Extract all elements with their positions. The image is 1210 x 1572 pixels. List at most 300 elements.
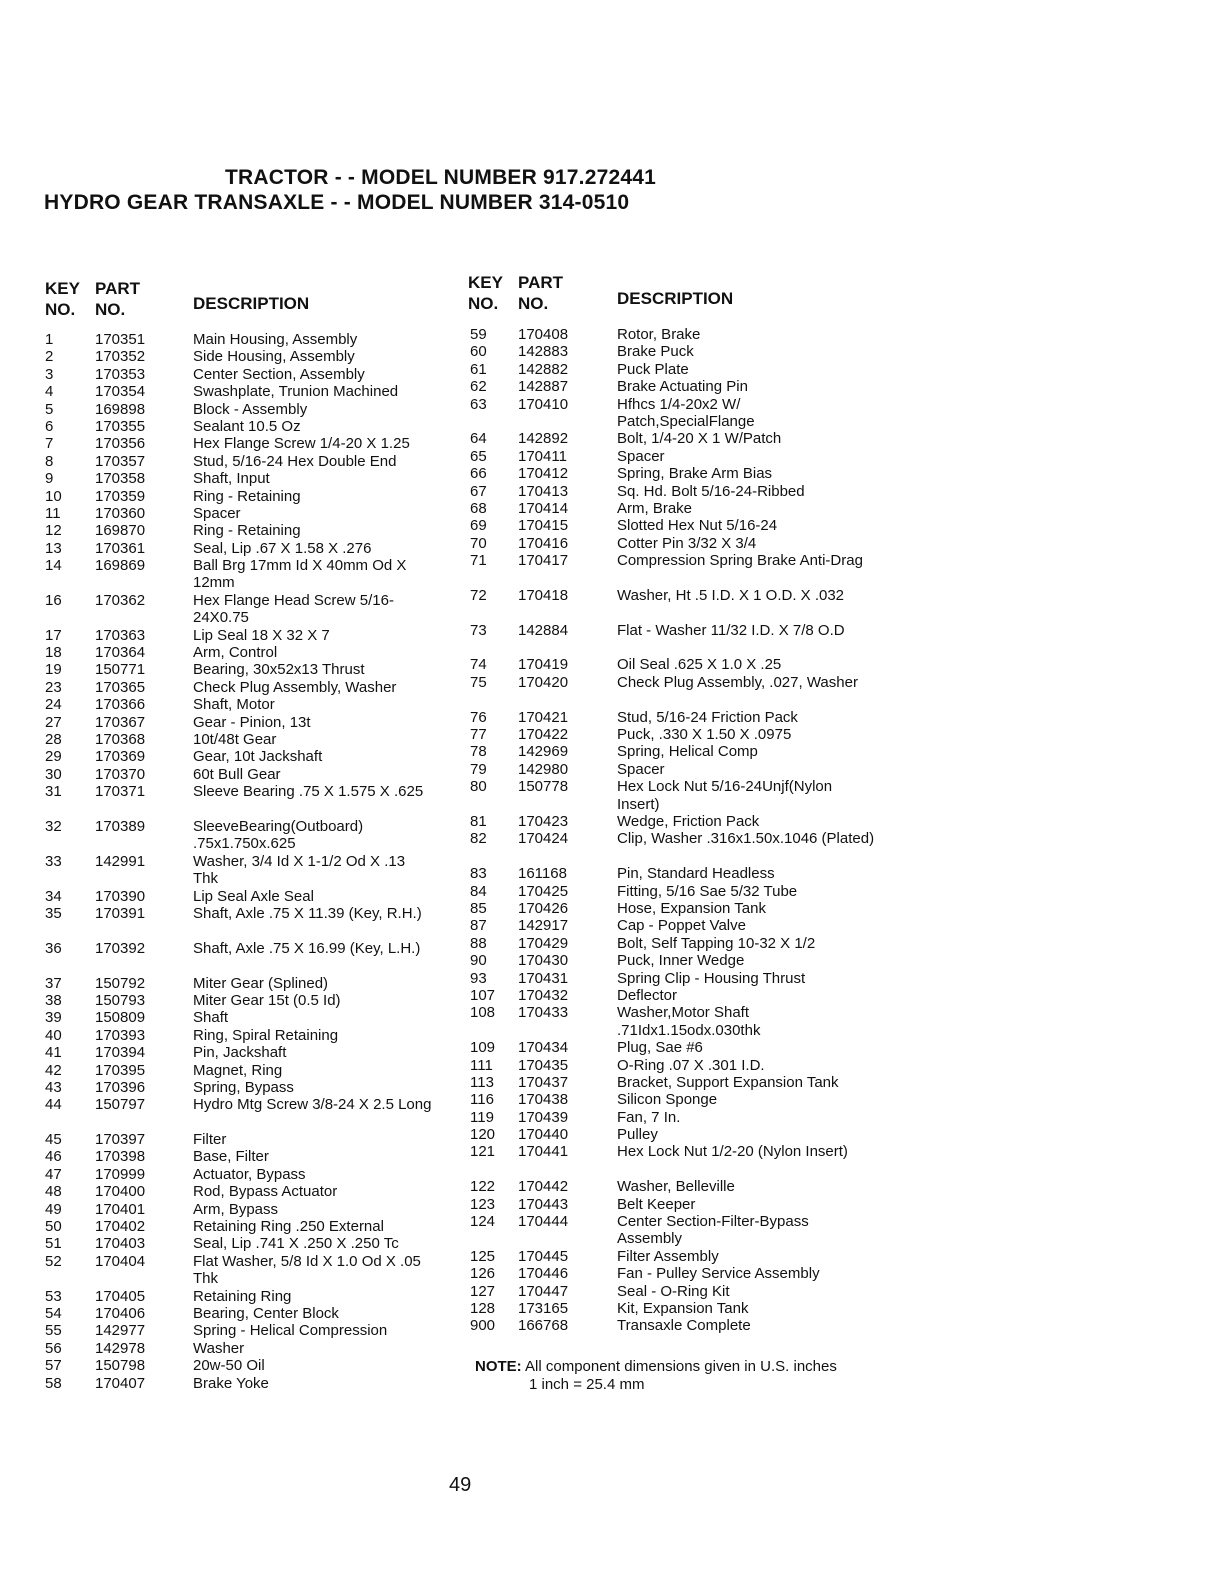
description: Rod, Bypass Actuator [193,1183,338,1201]
description: Shaft, Input [193,470,270,488]
part-no: 170392 [95,939,146,957]
parts-row [470,622,890,657]
parts-row [45,1009,445,1026]
parts-row [45,522,445,539]
description: 10t/48t Gear [193,731,277,749]
part-no: 170430 [518,952,569,970]
parts-row [45,1201,445,1218]
parts-row [45,401,445,418]
part-no: 170439 [518,1108,569,1126]
parts-row [470,830,890,865]
key-no: 123 [470,1195,496,1213]
parts-row [45,557,445,592]
parts-row [45,748,445,765]
part-no: 170370 [95,765,146,783]
parts-row [45,1218,445,1235]
description: Spring, Bypass [193,1078,294,1096]
part-no: 169869 [95,557,146,575]
parts-row [470,1074,890,1091]
description: Ball Brg 17mm Id X 40mm Od X 12mm [193,557,407,592]
part-no: 170400 [95,1183,146,1201]
description: Bracket, Support Expansion Tank [617,1073,839,1091]
parts-row [45,1340,445,1357]
parts-row [470,326,890,343]
description: Deflector [617,986,678,1004]
parts-row [470,813,890,830]
part-no: 170353 [95,365,146,383]
parts-row [45,1183,445,1200]
description: Retaining Ring [193,1287,292,1305]
key-no: 29 [45,748,62,766]
part-no: 170417 [518,552,569,570]
key-no: 44 [45,1096,62,1114]
key-no: 84 [470,882,487,900]
part-no: 170999 [95,1165,146,1183]
part-no: 170437 [518,1073,569,1091]
description: Spacer [193,504,241,522]
part-no: 170446 [518,1265,569,1283]
parts-row [470,726,890,743]
part-no: 170356 [95,435,146,453]
description: Miter Gear (Splined) [193,974,329,992]
description: Bearing, 30x52x13 Thrust [193,661,365,679]
key-no: 23 [45,678,62,696]
dimensions-note [475,1358,837,1394]
description: Ring, Spiral Retaining [193,1026,339,1044]
parts-row [470,343,890,360]
description: Seal - O-Ring Kit [617,1282,730,1300]
part-no: 170434 [518,1039,569,1057]
key-no: 18 [45,644,62,662]
part-no: 166768 [518,1317,569,1335]
description: Center Section, Assembly [193,365,365,383]
key-no: 74 [470,656,487,674]
key-no: 80 [470,778,487,796]
parts-row [45,418,445,435]
description: Seal, Lip .67 X 1.58 X .276 [193,539,372,557]
key-no: 66 [470,465,487,483]
parts-row [45,940,445,975]
part-no: 170443 [518,1195,569,1213]
part-no: 170396 [95,1078,146,1096]
parts-row [45,1096,445,1131]
parts-row [470,865,890,882]
key-no: 93 [470,969,487,987]
description: Bolt, Self Tapping 10-32 X 1/2 [617,934,816,952]
parts-row [45,540,445,557]
description: Gear - Pinion, 13t [193,713,311,731]
part-no: 170366 [95,696,146,714]
description: Silicon Sponge [617,1091,718,1109]
parts-row [45,383,445,400]
note-label: NOTE: [475,1358,522,1375]
key-no: 77 [470,726,487,744]
parts-row [470,1143,890,1178]
description: Flat - Washer 11/32 I.D. X 7/8 O.D [617,621,845,639]
description: Side Housing, Assembly [193,348,355,366]
key-no: 111 [470,1056,493,1074]
parts-row [45,1079,445,1096]
key-no: 3 [45,365,54,383]
description: Cap - Poppet Valve [617,917,746,935]
description: Lip Seal Axle Seal [193,887,314,905]
part-no: 170423 [518,813,569,831]
description: Washer, 3/4 Id X 1-1/2 Od X .13 Thk [193,852,406,888]
parts-row [470,587,890,622]
key-no: 81 [470,813,487,831]
key-no: 121 [470,1143,496,1161]
description: Plug, Sae #6 [617,1039,703,1057]
description: Center Section-Filter-Bypass Assembly [617,1213,809,1248]
description: Block - Assembly [193,400,308,418]
part-no: 150798 [95,1357,146,1375]
parts-row [470,448,890,465]
key-no: 108 [470,1004,496,1022]
parts-row [470,1004,890,1039]
description: Check Plug Assembly, .027, Washer [617,673,858,691]
key-no: 120 [470,1126,496,1144]
key-no: 62 [470,378,487,396]
parts-row [45,644,445,661]
description: Cotter Pin 3/32 X 3/4 [617,534,757,552]
parts-row [470,1213,890,1248]
description: Main Housing, Assembly [193,331,358,348]
key-no: 41 [45,1044,62,1062]
note-text: All component dimensions given in U.S. inches [525,1358,837,1375]
description: SleeveBearing(Outboard) .75x1.750x.625 [193,817,364,853]
part-no: 142977 [95,1322,146,1340]
part-no: 142892 [518,430,569,448]
key-no: 65 [470,447,487,465]
parts-row [470,1265,890,1282]
parts-row [470,361,890,378]
part-no: 170431 [518,969,569,987]
key-no: 124 [470,1213,496,1231]
key-no: 79 [470,760,487,778]
part-no: 170358 [95,470,146,488]
part-no: 170411 [518,447,567,465]
description: Arm, Bypass [193,1200,279,1218]
description: Spacer [617,760,665,778]
description: Hex Lock Nut 1/2-20 (Nylon Insert) [617,1143,848,1161]
key-no: 82 [470,830,487,848]
part-no: 170410 [518,395,569,413]
page-title-tractor: TRACTOR - - MODEL NUMBER 917.272441 [225,166,656,189]
header-part-no-left: PART NO. [95,279,141,319]
description: Hex Flange Head Screw 5/16-24X0.75 [193,591,394,627]
part-no: 170442 [518,1178,569,1196]
parts-row [45,679,445,696]
parts-row [470,970,890,987]
part-no: 173165 [518,1300,569,1318]
parts-row [470,883,890,900]
parts-row [470,517,890,534]
part-no: 142969 [518,743,569,761]
part-no: 170425 [518,882,569,900]
part-no: 142883 [518,343,569,361]
parts-row [45,592,445,627]
description: Hex Lock Nut 5/16-24Unjf(Nylon Insert) [617,778,833,813]
part-no: 170441 [518,1143,569,1161]
parts-row [470,761,890,778]
key-no: 119 [470,1108,494,1126]
key-no: 39 [45,1009,62,1027]
description: Miter Gear 15t (0.5 Id) [193,991,341,1009]
part-no: 170362 [95,591,146,609]
parts-row [470,709,890,726]
key-no: 28 [45,731,62,749]
description: Puck, .330 X 1.50 X .0975 [617,726,792,744]
part-no: 170433 [518,1004,569,1022]
parts-row [45,992,445,1009]
parts-row [470,1248,890,1265]
part-no: 170424 [518,830,569,848]
parts-row [45,1305,445,1322]
key-no: 58 [45,1374,62,1392]
parts-row [45,505,445,522]
description: Puck Plate [617,360,689,378]
key-no: 70 [470,534,487,552]
part-no: 170420 [518,673,569,691]
key-no: 11 [45,504,61,522]
parts-row [470,1126,890,1143]
part-no: 170402 [95,1218,146,1236]
parts-row [470,987,890,1004]
part-no: 170390 [95,887,146,905]
key-no: 54 [45,1305,62,1323]
key-no: 51 [45,1235,62,1253]
page-title-transaxle: HYDRO GEAR TRANSAXLE - - MODEL NUMBER 314-0510 [44,191,630,214]
description: Flat Washer, 5/8 Id X 1.0 Od X .05 Thk [193,1252,421,1288]
key-no: 16 [45,591,62,609]
part-no: 170364 [95,644,146,662]
key-no: 57 [45,1357,62,1375]
part-no: 150797 [95,1096,146,1114]
description: Lip Seal 18 X 32 X 7 [193,626,330,644]
part-no: 170365 [95,678,146,696]
key-no: 83 [470,865,487,883]
key-no: 47 [45,1165,62,1183]
page-number: 49 [449,1474,472,1496]
part-no: 169870 [95,522,146,540]
key-no: 128 [470,1300,496,1318]
part-no: 169898 [95,400,146,418]
part-no: 170371 [95,783,146,801]
parts-row [45,1357,445,1374]
description: Filter Assembly [617,1247,719,1265]
parts-row [470,1057,890,1074]
part-no: 170367 [95,713,146,731]
parts-row [45,1166,445,1183]
part-no: 170429 [518,934,569,952]
key-no: 67 [470,482,487,500]
key-no: 10 [45,487,62,505]
part-no: 142978 [95,1339,146,1357]
description: Ring - Retaining [193,487,301,505]
key-no: 56 [45,1339,62,1357]
key-no: 76 [470,708,487,726]
parts-list-left [45,331,445,1392]
part-no: 150792 [95,974,146,992]
parts-row [45,348,445,365]
parts-row [470,1196,890,1213]
part-no: 170444 [518,1213,569,1231]
parts-row [470,743,890,760]
key-no: 17 [45,626,62,644]
part-no: 170435 [518,1056,569,1074]
parts-row [45,1062,445,1079]
part-no: 170414 [518,499,569,517]
part-no: 170408 [518,326,569,343]
description: Wedge, Friction Pack [617,813,760,831]
parts-list-right [470,326,890,1335]
key-no: 30 [45,765,62,783]
description: Arm, Brake [617,499,693,517]
part-no: 150778 [518,778,569,796]
description: Arm, Control [193,644,278,662]
parts-row [45,661,445,678]
key-no: 53 [45,1287,62,1305]
parts-row [470,1109,890,1126]
description: Brake Actuating Pin [617,378,748,396]
part-no: 170404 [95,1252,146,1270]
description: Spacer [617,447,665,465]
part-no: 170398 [95,1148,146,1166]
part-no: 150793 [95,991,146,1009]
description: Sleeve Bearing .75 X 1.575 X .625 [193,783,424,801]
part-no: 150809 [95,1009,146,1027]
key-no: 72 [470,586,487,604]
part-no: 170401 [95,1200,146,1218]
key-no: 113 [470,1073,494,1091]
description: O-Ring .07 X .301 I.D. [617,1056,765,1074]
key-no: 8 [45,452,54,470]
key-no: 75 [470,673,487,691]
description: Brake Puck [617,343,694,361]
parts-row [45,818,445,853]
key-no: 48 [45,1183,62,1201]
key-no: 12 [45,522,62,540]
parts-row [45,488,445,505]
key-no: 7 [45,435,54,453]
parts-row [45,627,445,644]
description: Shaft, Axle .75 X 11.39 (Key, R.H.) [193,904,422,922]
parts-row [470,674,890,709]
description: Clip, Washer .316x1.50x.1046 (Plated) [617,830,875,848]
description: Pin, Standard Headless [617,865,775,883]
header-key-no-left: KEY NO. [45,279,80,319]
key-no: 78 [470,743,487,761]
key-no: 38 [45,991,62,1009]
parts-row [45,696,445,713]
key-no: 126 [470,1265,496,1283]
part-no: 170397 [95,1131,146,1149]
key-no: 31 [45,783,62,801]
parts-row [45,1044,445,1061]
parts-row [470,1178,890,1195]
description: Pin, Jackshaft [193,1044,287,1062]
parts-row [45,783,445,818]
description: Sealant 10.5 Oz [193,417,301,435]
part-no: 170360 [95,504,146,522]
key-no: 5 [45,400,54,418]
parts-row [45,975,445,992]
key-no: 55 [45,1322,62,1340]
part-no: 170447 [518,1282,569,1300]
part-no: 170413 [518,482,569,500]
key-no: 6 [45,417,54,435]
parts-row [470,465,890,482]
description: Belt Keeper [617,1195,696,1213]
part-no: 170418 [518,586,569,604]
key-no: 4 [45,383,54,401]
part-no: 170403 [95,1235,146,1253]
parts-row [45,366,445,383]
parts-row [45,853,445,888]
key-no: 27 [45,713,62,731]
key-no: 59 [470,326,487,343]
key-no: 52 [45,1252,62,1270]
description: Sq. Hd. Bolt 5/16-24-Ribbed [617,482,805,500]
parts-row [45,731,445,748]
parts-row [470,1283,890,1300]
key-no: 45 [45,1131,62,1149]
parts-row [470,430,890,447]
description: Magnet, Ring [193,1061,283,1079]
key-no: 40 [45,1026,62,1044]
part-no: 170412 [518,465,569,483]
description: Brake Yoke [193,1374,269,1392]
parts-row [45,435,445,452]
part-no: 170395 [95,1061,146,1079]
key-no: 64 [470,430,487,448]
part-no: 170415 [518,517,569,535]
description: Pulley [617,1126,658,1144]
description: Washer,Motor Shaft .71Idx1.15odx.030thk [617,1004,761,1039]
parts-row [470,952,890,969]
part-no: 170357 [95,452,146,470]
key-no: 19 [45,661,62,679]
key-no: 35 [45,904,62,922]
parts-row [45,1148,445,1165]
description: Swashplate, Trunion Machined [193,383,399,401]
parts-row [470,378,890,395]
header-description-right: DESCRIPTION [617,289,734,308]
part-no: 142991 [95,852,146,870]
key-no: 24 [45,696,62,714]
description: Filter [193,1131,227,1149]
key-no: 87 [470,917,487,935]
description: Stud, 5/16-24 Hex Double End [193,452,397,470]
part-no: 170351 [95,331,146,348]
part-no: 142884 [518,621,569,639]
parts-row [45,1235,445,1252]
part-no: 170438 [518,1091,569,1109]
description: Hose, Expansion Tank [617,900,766,917]
description: Hex Flange Screw 1/4-20 X 1.25 [193,435,410,453]
part-no: 142887 [518,378,569,396]
part-no: 142980 [518,760,569,778]
key-no: 32 [45,817,62,835]
description: Rotor, Brake [617,326,701,343]
key-no: 49 [45,1200,62,1218]
description: Spring Clip - Housing Thrust [617,969,806,987]
parts-row [45,1027,445,1044]
parts-row [470,535,890,552]
parts-row [45,1322,445,1339]
description: Shaft [193,1009,229,1027]
parts-row [470,500,890,517]
